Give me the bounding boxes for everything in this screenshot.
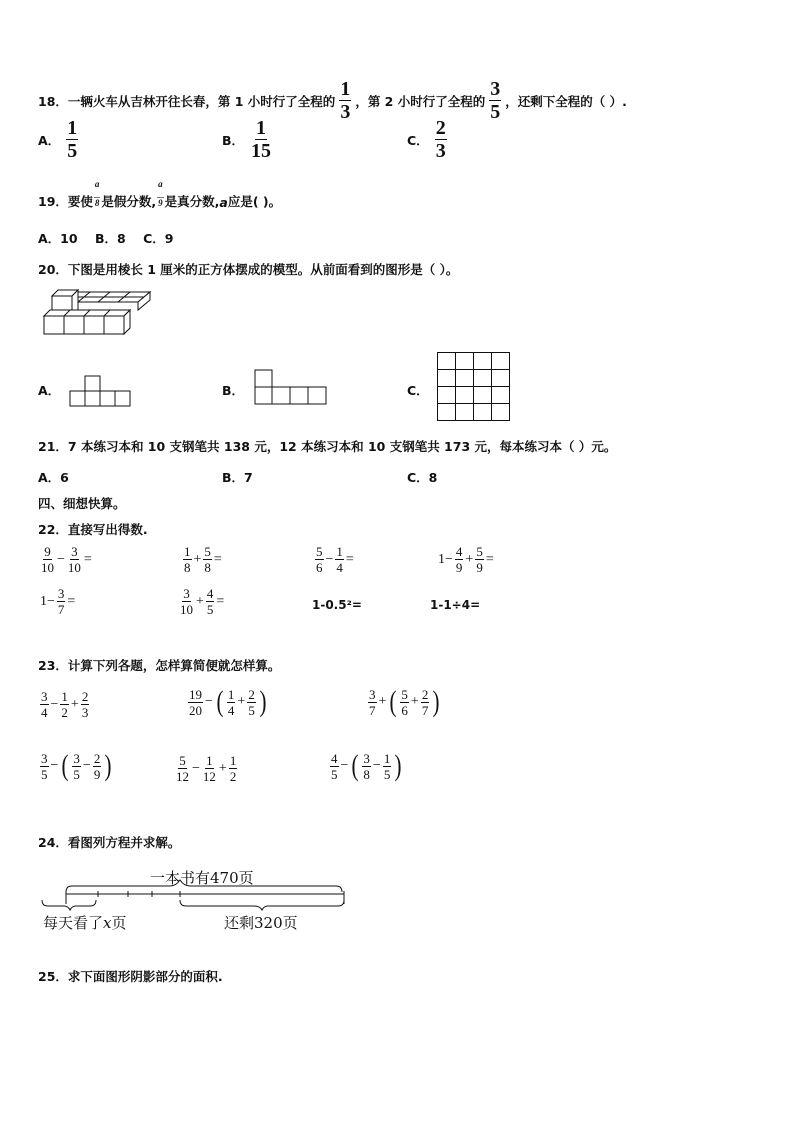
expression	[40, 751, 113, 781]
question-18	[38, 79, 627, 122]
operator: =	[216, 593, 225, 609]
fraction: $\frac{3}{7}$	[57, 586, 65, 617]
section-heading: 四、细想快算。	[38, 496, 126, 511]
operator: 1−	[438, 551, 453, 567]
fraction: $\frac{1}{2}$	[229, 753, 237, 784]
fraction: $\frac{19}{20}$	[189, 686, 202, 718]
operator: +	[378, 694, 387, 709]
question-text: ，还剩下全程的（ ）.	[505, 93, 627, 109]
option-b[interactable]: B．	[222, 383, 245, 398]
fraction: $\frac{1}{4}$	[227, 686, 235, 718]
expression	[175, 754, 237, 783]
option-a[interactable]: A．6	[38, 470, 69, 485]
option-b[interactable]: B． $\frac{1}{15}$	[222, 117, 272, 162]
fraction: $\frac{5}{8}$	[204, 544, 211, 575]
question-number: 18．	[38, 93, 68, 109]
operator: −	[50, 696, 59, 712]
operator: −	[82, 758, 91, 773]
question-19: 19． 要使 $\frac{a}{8}$ 是假分数, $\frac{a}{9}$ 是真分数, a 应是( )。	[38, 179, 282, 210]
option-a[interactable]: A． $\frac{1}{5}$	[38, 117, 78, 162]
operator: −	[57, 551, 65, 567]
fraction: $\frac{2}{7}$	[421, 686, 429, 718]
fraction: $\frac{3}{7}$	[369, 686, 376, 718]
question-20: 20．下图是用棱长 1 厘米的正方体摆成的模型。从前面看到的图形是（ ）。	[38, 262, 459, 277]
remaining-label: 还剩320页	[224, 914, 298, 932]
operator: =	[67, 593, 76, 609]
expression	[368, 687, 441, 717]
right-paren: )	[394, 749, 402, 782]
question-25: 25．求下面图形阴影部分的面积.	[38, 969, 223, 984]
fraction: $\frac{2}{9}$	[93, 750, 101, 782]
expression	[183, 545, 222, 574]
fraction: $\frac{1}{2}$	[61, 689, 68, 720]
left-paren: (	[216, 685, 224, 718]
fraction: $\frac{a}{9}$	[158, 179, 163, 208]
expression	[315, 545, 354, 574]
fraction: $\frac{5}{9}$	[476, 544, 483, 575]
fraction: $\frac{2}{3}$	[81, 689, 89, 720]
option-c[interactable]: C．8	[407, 470, 438, 485]
operator: −	[50, 758, 59, 773]
operator: =	[485, 551, 494, 567]
total-label: 一本书有470页	[150, 869, 254, 887]
option-b[interactable]: B．7	[222, 470, 253, 485]
fraction: $\frac{1}{5}$	[383, 750, 391, 782]
operator: −	[372, 758, 381, 773]
operator: +	[218, 760, 227, 776]
operator: −	[325, 551, 334, 567]
expression	[438, 545, 494, 574]
question-text: 一辆火车从吉林开往长春，第 1 小时行了全程的	[67, 93, 336, 109]
fraction: $\frac{5}{12}$	[176, 753, 189, 784]
right-paren: )	[104, 749, 112, 782]
fraction: $\frac{2}{5}$	[248, 686, 255, 718]
question-24: 24．看图列方程并求解。	[38, 835, 181, 850]
fraction: $\frac{5}{6}$	[316, 544, 323, 575]
fraction: $\frac{4}{5}$	[206, 586, 214, 617]
left-paren: (	[351, 749, 359, 782]
options-19[interactable]: A．10 B．8 C．9	[38, 231, 174, 246]
fraction: $\frac{1}{3}$	[340, 78, 351, 123]
expression	[40, 690, 89, 719]
fraction: $\frac{1}{12}$	[202, 753, 216, 784]
option-a-figure[interactable]	[69, 374, 131, 408]
fraction: $\frac{4}{9}$	[455, 544, 463, 575]
operator: =	[83, 551, 92, 567]
operator: +	[410, 694, 419, 709]
fraction: $\frac{5}{6}$	[401, 686, 408, 718]
expression: 1-0.5²=	[312, 598, 362, 612]
fraction: $\frac{a}{8}$	[94, 179, 100, 208]
operator: +	[237, 694, 246, 709]
fraction: $\frac{3}{5}$	[41, 750, 48, 782]
expression	[330, 751, 403, 781]
question-21: 21．7 本练习本和 10 支钢笔共 138 元，12 本练习本和 10 支钢笔共 173 元，每本练习本（ ）元。	[38, 439, 617, 454]
left-paren: (	[389, 685, 397, 718]
fraction: $\frac{3}{5}$	[490, 78, 501, 123]
fraction: $\frac{1}{4}$	[336, 544, 343, 575]
question-23: 23．计算下列各题，怎样算简便就怎样算。	[38, 658, 281, 673]
fraction: $\frac{9}{10}$	[41, 544, 54, 575]
fraction: $\frac{3}{10}$	[180, 586, 193, 617]
daily-label: 每天看了x页	[43, 914, 127, 932]
operator: +	[196, 593, 204, 609]
question-22: 22．直接写出得数.	[38, 522, 148, 537]
fraction: $\frac{3}{4}$	[41, 689, 48, 720]
operator: 1−	[40, 593, 55, 609]
expression	[40, 545, 92, 574]
operator: −	[192, 760, 200, 776]
option-a[interactable]: A．	[38, 383, 61, 398]
operator: +	[70, 696, 79, 712]
operator: =	[213, 551, 222, 567]
fraction: $\frac{3}{10}$	[67, 544, 81, 575]
option-c-figure[interactable]	[437, 352, 511, 422]
right-paren: )	[432, 685, 440, 718]
expression	[188, 687, 268, 717]
option-c[interactable]: C．	[407, 383, 429, 398]
operator: +	[193, 551, 202, 567]
fraction: $\frac{3}{5}$	[73, 750, 80, 782]
expression: 1-1÷4=	[430, 598, 481, 612]
right-paren: )	[259, 685, 267, 718]
expression	[40, 587, 75, 616]
fraction: $\frac{4}{5}$	[331, 750, 338, 782]
cube-model-figure	[44, 288, 154, 336]
operator: −	[205, 694, 213, 709]
option-c[interactable]: C． $\frac{2}{3}$	[407, 117, 446, 162]
fraction: $\frac{1}{8}$	[184, 544, 191, 575]
question-number: 19．	[38, 194, 68, 209]
operator: +	[465, 551, 474, 567]
option-b-figure[interactable]	[254, 369, 328, 407]
left-paren: (	[61, 749, 69, 782]
question-text: ，第 2 小时行了全程的	[355, 93, 486, 109]
expression	[179, 587, 224, 616]
operator: =	[345, 551, 354, 567]
operator: −	[340, 758, 349, 773]
fraction: $\frac{3}{8}$	[363, 750, 370, 782]
